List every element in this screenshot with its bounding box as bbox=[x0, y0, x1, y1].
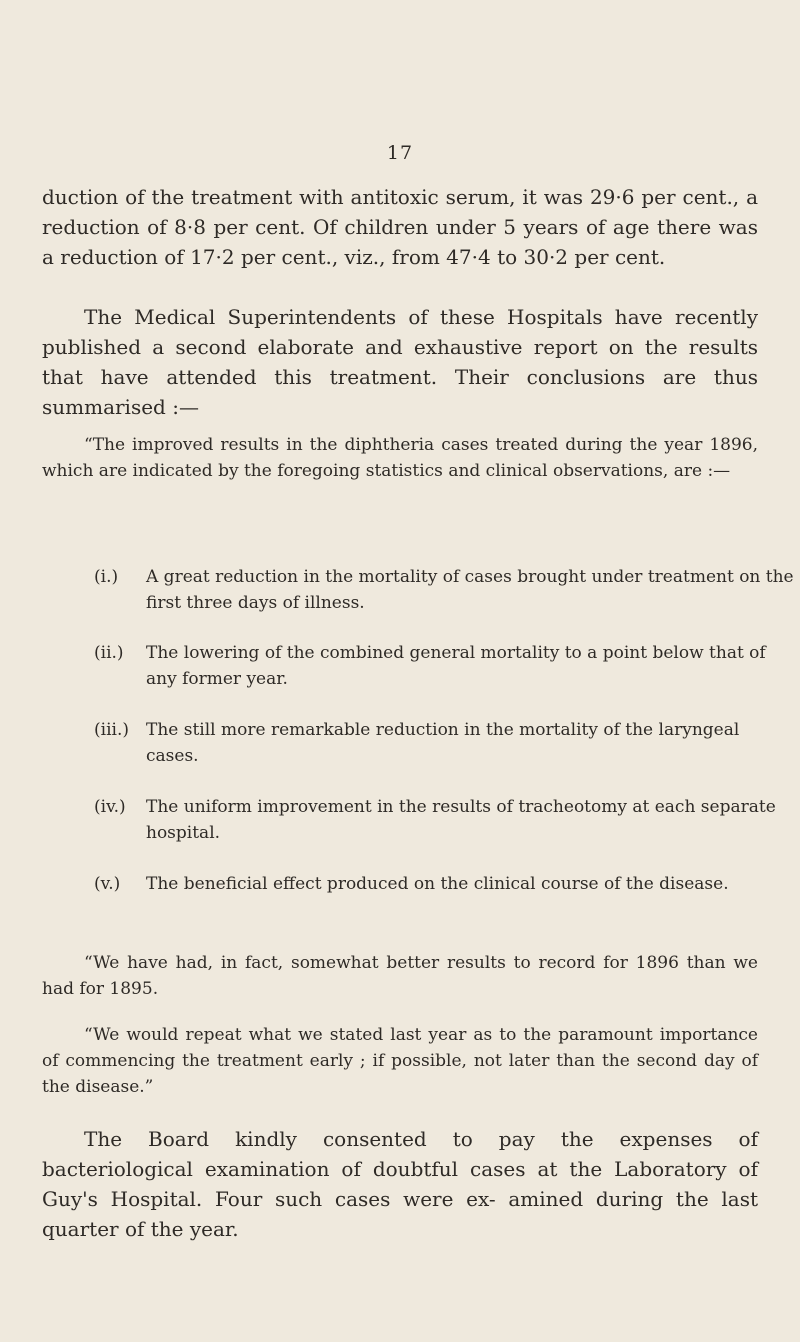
conclusion-text: A great reduction in the mortality of cases brought under treatment on the first three days of illness. bbox=[146, 567, 794, 613]
conclusion-number: (iii.) bbox=[94, 720, 129, 740]
paragraph-laboratory bbox=[42, 1124, 758, 1244]
paragraph-text: The Board kindly consented to pay the expenses of bacteriological examination of doubtful cases at the Laboratory of Guy's Hospital. Four such cases were ex- amined during the last quarter of the year. bbox=[42, 1127, 758, 1241]
conclusion-item bbox=[94, 794, 796, 846]
conclusion-number: (i.) bbox=[94, 567, 119, 587]
conclusion-text: The uniform improvement in the results of tracheotomy at each separate hospital. bbox=[146, 797, 776, 843]
conclusion-item bbox=[94, 871, 796, 897]
page-number: 17 bbox=[386, 142, 414, 164]
conclusion-text: The lowering of the combined general mortality to a point below that of any former year. bbox=[146, 643, 766, 689]
quote-results-1896 bbox=[42, 950, 758, 1002]
paragraph-text: duction of the treatment with antitoxic serum, it was 29·6 per cent., a reduction of 8·8 per cent. Of children under 5 years of age there was a reduction of 17·2 per cent., viz., from 47·4 to 30·2 per cent. bbox=[42, 185, 758, 269]
conclusion-item bbox=[94, 640, 796, 692]
paragraph-superintendents-report bbox=[42, 302, 758, 422]
conclusion-number: (ii.) bbox=[94, 643, 124, 663]
conclusion-item bbox=[94, 717, 796, 769]
conclusion-text: The beneficial effect produced on the clinical course of the disease. bbox=[146, 874, 729, 894]
quote-intro bbox=[42, 432, 758, 484]
quote-text: “We would repeat what we stated last year as to the paramount importance of commencing the treatment early ; if possible, not later than the second day of the disease.” bbox=[42, 1025, 758, 1097]
quote-text: “We have had, in fact, somewhat better results to record for 1896 than we had for 1895. bbox=[42, 953, 758, 999]
paragraph-continuation bbox=[42, 182, 758, 272]
quote-text: “The improved results in the diphtheria cases treated during the year 1896, which are indicated by the foregoing statistics and clinical observations, are :— bbox=[42, 435, 758, 481]
conclusion-number: (iv.) bbox=[94, 797, 126, 817]
conclusion-text: The still more remarkable reduction in the mortality of the laryngeal cases. bbox=[146, 720, 740, 766]
conclusion-item bbox=[94, 564, 796, 616]
conclusion-number: (v.) bbox=[94, 874, 121, 894]
paragraph-text: The Medical Superintendents of these Hospitals have recently published a second elaborate and exhaustive report on the results that have attended this treatment. Their conclusions are thus summarised :— bbox=[42, 305, 758, 419]
quote-early-treatment bbox=[42, 1022, 758, 1100]
